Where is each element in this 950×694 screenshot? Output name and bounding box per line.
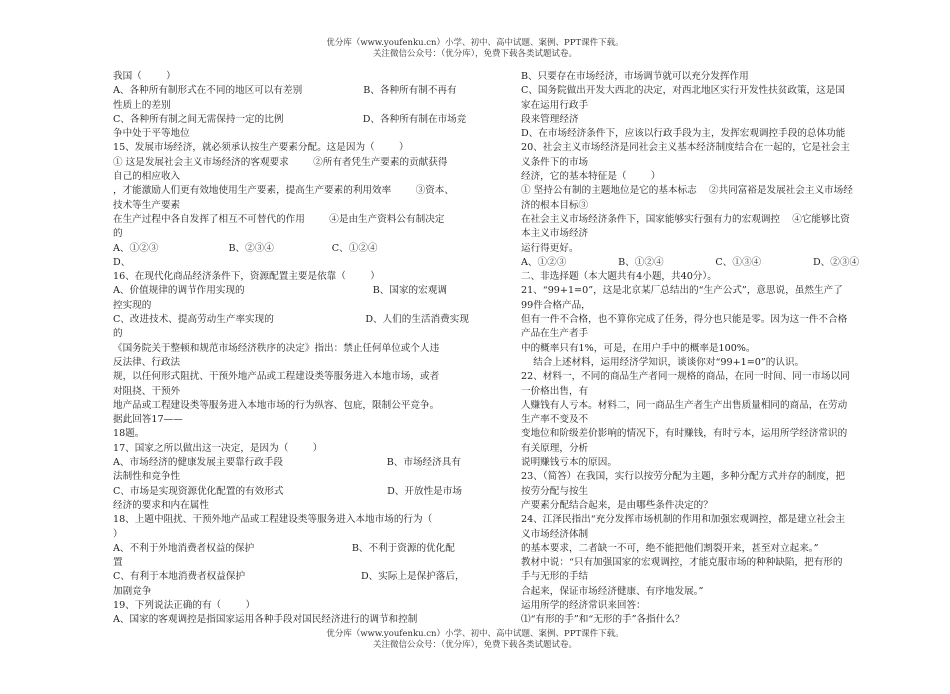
text-line: B、只要存在市场经济，市场调节就可以充分发挥作用 xyxy=(521,71,749,82)
text-line: 人赚钱有人亏本。材料二，同一商品生产者生产出售质量相同的商品，在劳动 xyxy=(521,399,848,411)
text-line: 但有一件不合格，也不算你完成了任务，得分也只能是零。因为这一件不合格 xyxy=(521,314,848,326)
text-line: 手与无形的手结 xyxy=(521,571,589,583)
text-line: D、 xyxy=(113,256,131,268)
text-line: 《国务院关于整顿和规范市场经济秩序的决定》指出：禁止任何单位或个人违 xyxy=(113,342,440,354)
text-line: 17、国家之所以做出这一决定，是因为（ ） xyxy=(113,442,323,454)
text-line: 18题。 xyxy=(113,428,145,440)
text-line: C、国务院做出开发大西北的决定，对西北地区实行开发性扶贫政策，这是国 xyxy=(521,85,845,97)
text-line: D、在市场经济条件下，应该以行政手段为主，发挥宏观调控手段的总体功能 xyxy=(521,128,846,140)
text-line: 对阻挠、干预外 xyxy=(113,385,181,397)
text-line: C、市场是实现资源优化配置的有效形式 D、开放性是市场 xyxy=(113,485,462,497)
text-line: 地产品或工程建设类等服务进入本地市场的行为纵容、包庇，限制公平竞争。 xyxy=(113,399,440,411)
text-line: A、各种所有制形式在不同的地区可以有差别 B、各种所有制不再有 xyxy=(113,85,457,97)
text-line: A、国家的客观调控是指国家运用各种手段对国民经济进行的调节和控制 xyxy=(113,614,418,626)
text-line: 置 xyxy=(113,557,123,569)
text-line: 22、材料一，不同的商品生产者同一规格的商品，在同一时间、同一市场以同 xyxy=(521,371,850,383)
text-line: 性质上的差别 xyxy=(113,99,171,111)
text-line: 二、非选择题（本大题共有4小题，共40分）。 xyxy=(521,271,717,283)
text-line: 反法律、行政法 xyxy=(113,356,181,368)
text-line: 义条件下的市场 xyxy=(521,156,589,168)
text-line: 义市场经济体制 xyxy=(521,528,589,540)
text-line: ① 这是发展社会主义市场经济的客观要求 ②所有者凭生产要素的贡献获得 xyxy=(113,156,448,168)
text-line: 20、社会主义市场经济是同社会主义基本经济制度结合在一起的，它是社会主 xyxy=(521,142,850,154)
right-column xyxy=(521,70,897,628)
text-line: C、有利于本地消费者权益保护 D、实际上是保护落后， xyxy=(113,571,465,583)
text-line: 加剧竞争 xyxy=(113,585,152,597)
text-line: 教材中说：“只有加强国家的宏观调控，才能克服市场的种种缺陷，把有形的 xyxy=(521,557,843,569)
footer-line-2: 关注微信公众号：（优分库），免费下载各类试题试卷。 xyxy=(372,640,577,650)
text-line: 济的根本目标③ xyxy=(521,199,589,211)
text-line: C、改进技术、提高劳动生产率实现的 D、人们的生活消费实现 xyxy=(113,314,469,326)
text-line: 生产率不变及不 xyxy=(521,414,589,426)
text-line: 18、上题中阻扰、干预外地产品或工程建设类等服务进入本地市场的行为（ xyxy=(113,514,433,526)
text-line: 家在运用行政手 xyxy=(521,99,589,111)
text-line: A、不利于外地消费者权益的保护 B、不利于资源的优化配 xyxy=(113,542,455,554)
left-column xyxy=(113,70,493,628)
header-line-2: 关注微信公众号：（优分库），免费下载各类试题试卷。 xyxy=(372,49,577,59)
header-line-1: 优分库（www.youfenku.cn）小学、初中、高中试题、案例、PPT课件下载。 xyxy=(326,38,624,48)
text-line: 我国（ ） xyxy=(113,71,176,82)
text-line: A、市场经济的健康发展主要靠行政手段 B、市场经济具有 xyxy=(113,457,461,469)
text-line: 自己的相应收入 xyxy=(113,171,181,183)
text-line: 段来管理经济 xyxy=(521,113,579,125)
text-line: 24、江泽民指出“充分发挥市场机制的作用和加强宏观调控，都是建立社会主 xyxy=(521,514,846,526)
page-header xyxy=(0,38,950,60)
text-line: 一价格出售，有 xyxy=(521,385,589,397)
text-line: 运用所学的经济常识来回答： xyxy=(521,599,646,611)
text-line: A、价值规律的调节作用实现的 B、国家的宏观调 xyxy=(113,285,447,297)
text-line: 说明赚钱亏本的原因。 xyxy=(521,457,617,469)
text-line: 的 xyxy=(113,328,123,340)
text-line: 结合上述材料，运用经济学知识，谈谈你对“99+1=0”的认识。 xyxy=(521,356,805,368)
page-footer xyxy=(0,629,950,651)
text-line: 23、（简答）在我国，实行以按劳分配为主题，多种分配方式并存的制度，把 xyxy=(521,471,846,483)
text-line: 变地位和阶级差价影响的情况下，有时赚钱，有时亏本，运用所学经济常识的 xyxy=(521,428,848,440)
text-line: ） xyxy=(113,528,123,540)
text-line: ⑴“有形的手”和“无形的手”各指什么？ xyxy=(521,614,685,626)
text-line: ① 坚持公有制的主题地位是它的基本标志 ②共同富裕是发展社会主义市场经 xyxy=(521,185,853,197)
text-line: 据此回答17—— xyxy=(113,414,183,426)
text-line: A、①②③ B、②③④ C、①②④ xyxy=(113,242,378,254)
text-line: ，才能激励人们更有效地使用生产要素，提高生产要素的利用效率 ③资本、 xyxy=(113,185,454,197)
text-line: 在社会主义市场经济条件下，国家能够实行强有力的宏观调控 ④它能够比资 xyxy=(521,213,850,225)
text-line: 合起来，保证市场经济健康、有序地发展。” xyxy=(521,585,704,597)
text-line: 的 xyxy=(113,228,123,240)
text-line: 21、“99+1=0”，这是北京某厂总结出的“生产公式”，意思说，虽然生产了 xyxy=(521,285,843,297)
text-line: 产品在生产者手 xyxy=(521,328,589,340)
text-line: 经济的要求和内在属性 xyxy=(113,499,209,511)
text-line: C、各种所有制之间无需保持一定的比例 D、各种所有制在市场竞 xyxy=(113,113,467,125)
text-line: 按劳分配与按生 xyxy=(521,485,589,497)
text-line: 16、在现代化商品经济条件下，资源配置主要是依靠（ ） xyxy=(113,271,380,283)
text-line: 在生产过程中各自发挥了相互不可替代的作用 ④是由生产资料公有制决定 xyxy=(113,213,445,225)
text-line: 15、发展市场经济，就必须承认按生产要素分配。这是因为（ ） xyxy=(113,142,409,154)
text-line: 法制性和竞争性 xyxy=(113,471,181,483)
text-line: 经济，它的基本特征是（ ） xyxy=(521,171,661,183)
text-line: 争中处于平等地位 xyxy=(113,128,190,140)
text-line: 19、下列说法正确的有（ ） xyxy=(113,599,256,611)
text-line: 运行得更好。 xyxy=(521,242,579,254)
text-line: 产要素分配结合起来，是由哪些条件决定的？ xyxy=(521,499,713,511)
text-line: 有关原理，分析 xyxy=(521,442,589,454)
footer-line-1: 优分库（www.youfenku.cn）小学、初中、高中试题、案例、PPT课件下载。 xyxy=(326,629,624,639)
text-line: 技术等生产要素 xyxy=(113,199,181,211)
text-line: 的基本要求，二者缺一不可，绝不能把他们割裂开来，甚至对立起来。” xyxy=(521,542,819,554)
text-line: 99件合格产品， xyxy=(521,299,591,311)
text-line: 中的概率只有1%，可是，在用户手中的概率是100%。 xyxy=(521,342,756,354)
text-line: 本主义市场经济 xyxy=(521,228,589,240)
text-line: A、①②③ B、①②④ C、①③④ D、②③④ xyxy=(521,256,860,268)
text-line: 规，以任何形式阻扰、干预外地产品或工程建设类等服务进入本地市场，或者 xyxy=(113,371,440,383)
text-line: 控实现的 xyxy=(113,299,152,311)
